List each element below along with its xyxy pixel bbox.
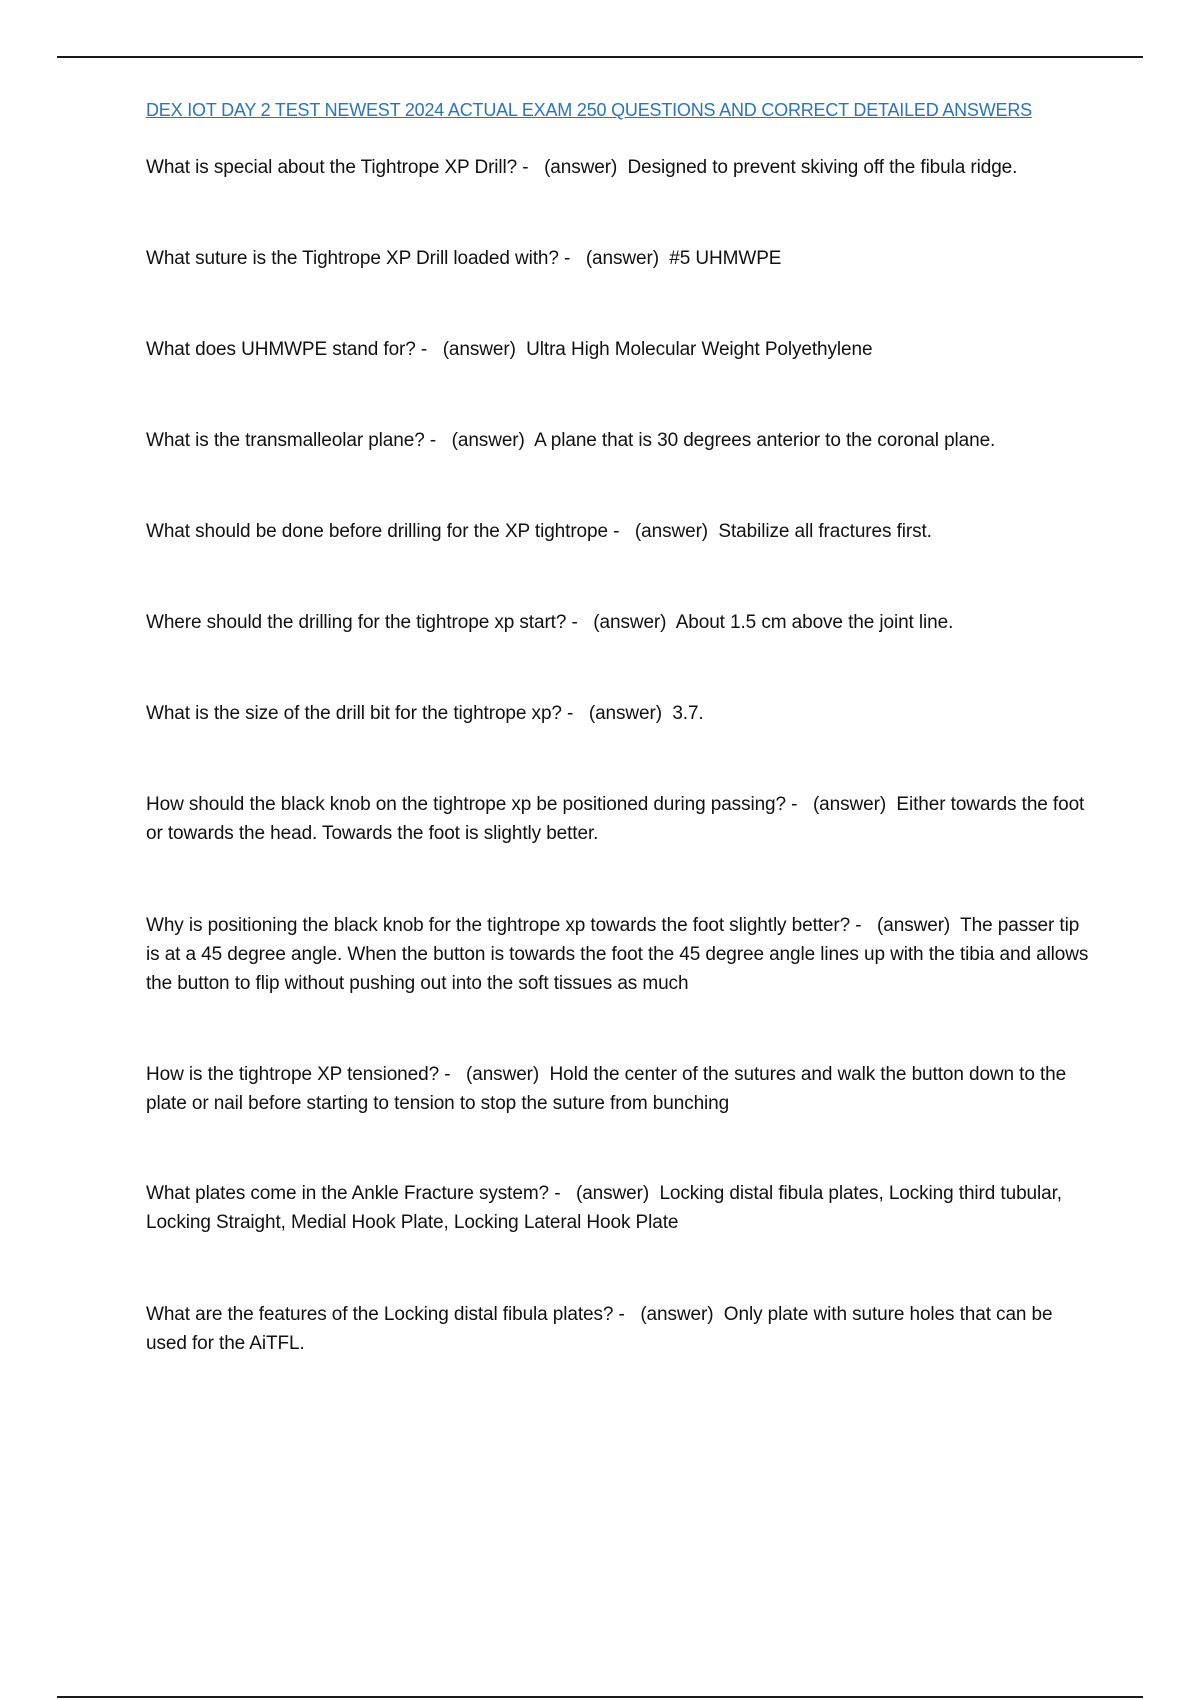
answer-text: Ultra High Molecular Weight Polyethylene — [526, 339, 873, 360]
answer-text: Stabilize all fractures first. — [718, 521, 932, 542]
qa-item — [146, 426, 1096, 455]
answer-tag: (answer) — [640, 1304, 714, 1325]
question-text: Where should the drilling for the tightrope xp start? - — [146, 612, 578, 633]
answer-tag: (answer) — [588, 703, 662, 724]
qa-item — [146, 790, 1096, 848]
qa-item — [146, 244, 1096, 273]
answer-tag: (answer) — [442, 339, 516, 360]
answer-tag: (answer) — [451, 430, 525, 451]
bottom-divider — [57, 1696, 1143, 1698]
answer-tag: (answer) — [593, 612, 667, 633]
question-text: What are the features of the Locking distal fibula plates? - — [146, 1304, 625, 1325]
question-text: What is special about the Tightrope XP Drill? - — [146, 157, 529, 178]
qa-item — [146, 517, 1096, 546]
question-text: Why is positioning the black knob for the tightrope xp towards the foot slightly better? - — [146, 915, 862, 936]
question-text: What suture is the Tightrope XP Drill loaded with? - — [146, 248, 571, 269]
answer-text: Locking distal fibula plates, Locking third tubular, Locking Straight, Medial Hook Plate, Locking Lateral Hook Plate — [146, 1183, 1068, 1233]
answer-text: Only plate with suture holes that can be used for the AiTFL. — [146, 1304, 1058, 1354]
qa-item — [146, 608, 1096, 637]
question-text: How should the black knob on the tightrope xp be positioned during passing? - — [146, 794, 798, 815]
answer-text: A plane that is 30 degrees anterior to the coronal plane. — [534, 430, 996, 451]
qa-item — [146, 911, 1096, 998]
qa-item — [146, 699, 1096, 728]
answer-text: About 1.5 cm above the joint line. — [675, 612, 954, 633]
question-text: How is the tightrope XP tensioned? - — [146, 1064, 451, 1085]
answer-tag: (answer) — [575, 1183, 650, 1204]
qa-item — [146, 153, 1096, 182]
qa-item — [146, 1300, 1096, 1358]
answer-tag: (answer) — [466, 1064, 540, 1085]
qa-item — [146, 335, 1096, 364]
answer-tag: (answer) — [634, 521, 709, 542]
document-title: DEX IOT DAY 2 TEST NEWEST 2024 ACTUAL EXAM 250 QUESTIONS AND CORRECT DETAILED ANSWERS — [146, 100, 1032, 120]
answer-text: #5 UHMWPE — [669, 248, 782, 269]
answer-tag: (answer) — [812, 794, 887, 815]
question-text: What is the size of the drill bit for the tightrope xp? - — [146, 703, 574, 724]
answer-tag: (answer) — [877, 915, 951, 936]
answer-text: Designed to prevent skiving off the fibula ridge. — [627, 157, 1018, 178]
answer-tag: (answer) — [585, 248, 659, 269]
qa-item — [146, 1060, 1096, 1118]
question-text: What is the transmalleolar plane? - — [146, 430, 437, 451]
answer-text: Hold the center of the sutures and walk the button down to the plate or nail before starting to tension to stop the suture from bunching — [146, 1064, 1072, 1114]
answer-text: The passer tip is at a 45 degree angle. When the button is towards the foot the 45 degree angle lines up with the tibia and allows the button to flip without pushing out into the soft tissues as much — [146, 915, 1094, 994]
top-divider — [57, 56, 1143, 58]
question-text: What does UHMWPE stand for? - — [146, 339, 428, 360]
answer-text: Either towards the foot or towards the head. Towards the foot is slightly better. — [146, 794, 1090, 844]
question-text: What plates come in the Ankle Fracture system? - — [146, 1183, 561, 1204]
qa-item — [146, 1179, 1096, 1237]
question-text: What should be done before drilling for the XP tightrope - — [146, 521, 620, 542]
answer-text: 3.7. — [672, 703, 704, 724]
answer-tag: (answer) — [544, 157, 618, 178]
